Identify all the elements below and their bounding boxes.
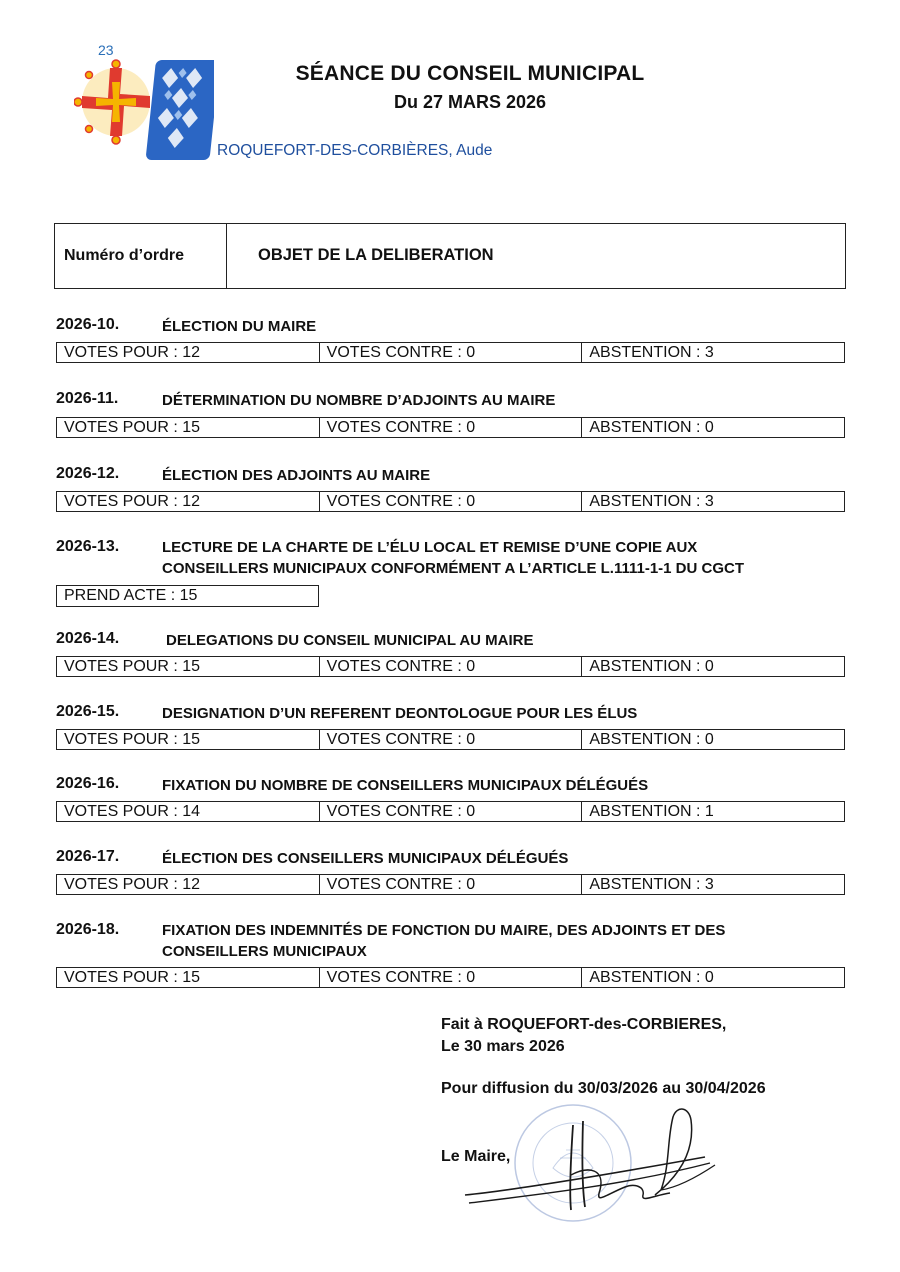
- deliberation-number: 2026-11.: [56, 390, 119, 407]
- votes-for: VOTES POUR : 15: [64, 657, 201, 675]
- logo-number: 23: [98, 42, 114, 58]
- vote-result-row: [56, 491, 845, 512]
- signature-date: Le 30 mars 2026: [441, 1038, 565, 1055]
- vote-result-row: [56, 874, 845, 895]
- deliberation-object: DESIGNATION D’UN REFERENT DEONTOLOGUE POUR LES ÉLUS: [162, 705, 638, 722]
- votes-for: VOTES POUR : 15: [64, 730, 201, 748]
- deliberation-heading: [56, 848, 812, 869]
- votes-against: VOTES CONTRE : 0: [319, 875, 582, 894]
- abstentions: ABSTENTION : 3: [581, 343, 844, 362]
- diffusion-period: Pour diffusion du 30/03/2026 au 30/04/2026: [441, 1080, 766, 1097]
- signatory-title: Le Maire,: [441, 1148, 511, 1165]
- abstentions: ABSTENTION : 0: [581, 730, 844, 749]
- abstentions: ABSTENTION : 0: [581, 657, 844, 676]
- column-header-order: Numéro d’ordre: [55, 224, 227, 288]
- deliberation-object: ÉLECTION DU MAIRE: [162, 318, 317, 335]
- deliberation-heading: [56, 390, 812, 411]
- votes-for: VOTES POUR : 15: [64, 418, 201, 436]
- deliberation-number: 2026-13.: [56, 538, 120, 555]
- deliberation-heading: [56, 537, 812, 579]
- votes-for: VOTES POUR : 12: [64, 875, 201, 893]
- vote-result-row: [56, 801, 845, 822]
- deliberation-number: 2026-18.: [56, 921, 120, 938]
- vote-result-row: [56, 342, 845, 363]
- session-date: Du 27 MARS 2026: [393, 92, 547, 112]
- vote-result-row: [56, 729, 845, 750]
- deliberation-object-line-1: LECTURE DE LA CHARTE DE L’ÉLU LOCAL ET REMISE D’UNE COPIE AUX: [162, 539, 698, 556]
- abstentions: ABSTENTION : 0: [581, 418, 844, 437]
- vote-result-row: [56, 656, 845, 677]
- votes-against: VOTES CONTRE : 0: [319, 418, 582, 437]
- deliberation-object-line-2: CONSEILLERS MUNICIPAUX CONFORMÉMENT A L’ARTICLE L.1111-1-1 DU CGCT: [162, 560, 744, 577]
- occitan-cross-logo-icon: [74, 54, 214, 166]
- deliberation-number: 2026-14.: [56, 630, 120, 647]
- abstentions: ABSTENTION : 3: [581, 875, 844, 894]
- abstentions: ABSTENTION : 3: [581, 492, 844, 511]
- vote-result-row: [56, 967, 845, 988]
- deliberation-object-line-1: FIXATION DES INDEMNITÉS DE FONCTION DU MAIRE, DES ADJOINTS ET DES: [162, 922, 726, 939]
- votes-for: VOTES POUR : 14: [64, 802, 201, 820]
- deliberation-heading: [56, 465, 812, 486]
- votes-for: VOTES POUR : 12: [64, 343, 201, 361]
- votes-for: VOTES POUR : 15: [64, 968, 201, 986]
- deliberation-heading: [56, 316, 812, 337]
- deliberation-number: 2026-17.: [56, 848, 120, 865]
- deliberation-object: FIXATION DU NOMBRE DE CONSEILLERS MUNICIPAUX DÉLÉGUÉS: [162, 777, 649, 794]
- deliberation-object-line-2: CONSEILLERS MUNICIPAUX: [162, 943, 367, 960]
- deliberation-object: DELEGATIONS DU CONSEIL MUNICIPAL AU MAIRE: [166, 632, 534, 649]
- deliberation-table-header: [54, 223, 846, 289]
- deliberation-number: 2026-10.: [56, 316, 120, 333]
- abstentions: ABSTENTION : 0: [581, 968, 844, 987]
- votes-against: VOTES CONTRE : 0: [319, 492, 582, 511]
- deliberation-number: 2026-15.: [56, 703, 120, 720]
- votes-against: VOTES CONTRE : 0: [319, 968, 582, 987]
- deliberation-object: [162, 537, 812, 579]
- deliberation-heading: [56, 920, 812, 962]
- votes-against: VOTES CONTRE : 0: [319, 730, 582, 749]
- votes-against: VOTES CONTRE : 0: [319, 343, 582, 362]
- votes-for: VOTES POUR : 12: [64, 492, 201, 510]
- deliberation-heading: [56, 630, 816, 651]
- prend-acte-box: PREND ACTE : 15: [56, 585, 319, 607]
- deliberation-number: 2026-12.: [56, 465, 120, 482]
- deliberation-object: [162, 920, 812, 962]
- deliberation-object: ÉLECTION DES CONSEILLERS MUNICIPAUX DÉLÉGUÉS: [162, 850, 569, 867]
- logo: [74, 40, 214, 165]
- deliberation-number: 2026-16.: [56, 775, 120, 792]
- deliberation-heading: [56, 775, 812, 796]
- page-title: SÉANCE DU CONSEIL MUNICIPAL: [295, 62, 645, 85]
- votes-against: VOTES CONTRE : 0: [319, 802, 582, 821]
- deliberation-object: DÉTERMINATION DU NOMBRE D’ADJOINTS AU MAIRE: [162, 392, 556, 409]
- commune-name: ROQUEFORT-DES-CORBIÈRES, Aude: [217, 142, 493, 159]
- vote-result-row: [56, 417, 845, 438]
- deliberation-heading: [56, 703, 812, 724]
- mayor-signature: [455, 1095, 735, 1235]
- column-header-object: OBJET DE LA DELIBERATION: [258, 245, 494, 264]
- abstentions: ABSTENTION : 1: [581, 802, 844, 821]
- deliberation-object: ÉLECTION DES ADJOINTS AU MAIRE: [162, 467, 431, 484]
- place-of-signature: Fait à ROQUEFORT-des-CORBIERES,: [441, 1016, 727, 1033]
- votes-against: VOTES CONTRE : 0: [319, 657, 582, 676]
